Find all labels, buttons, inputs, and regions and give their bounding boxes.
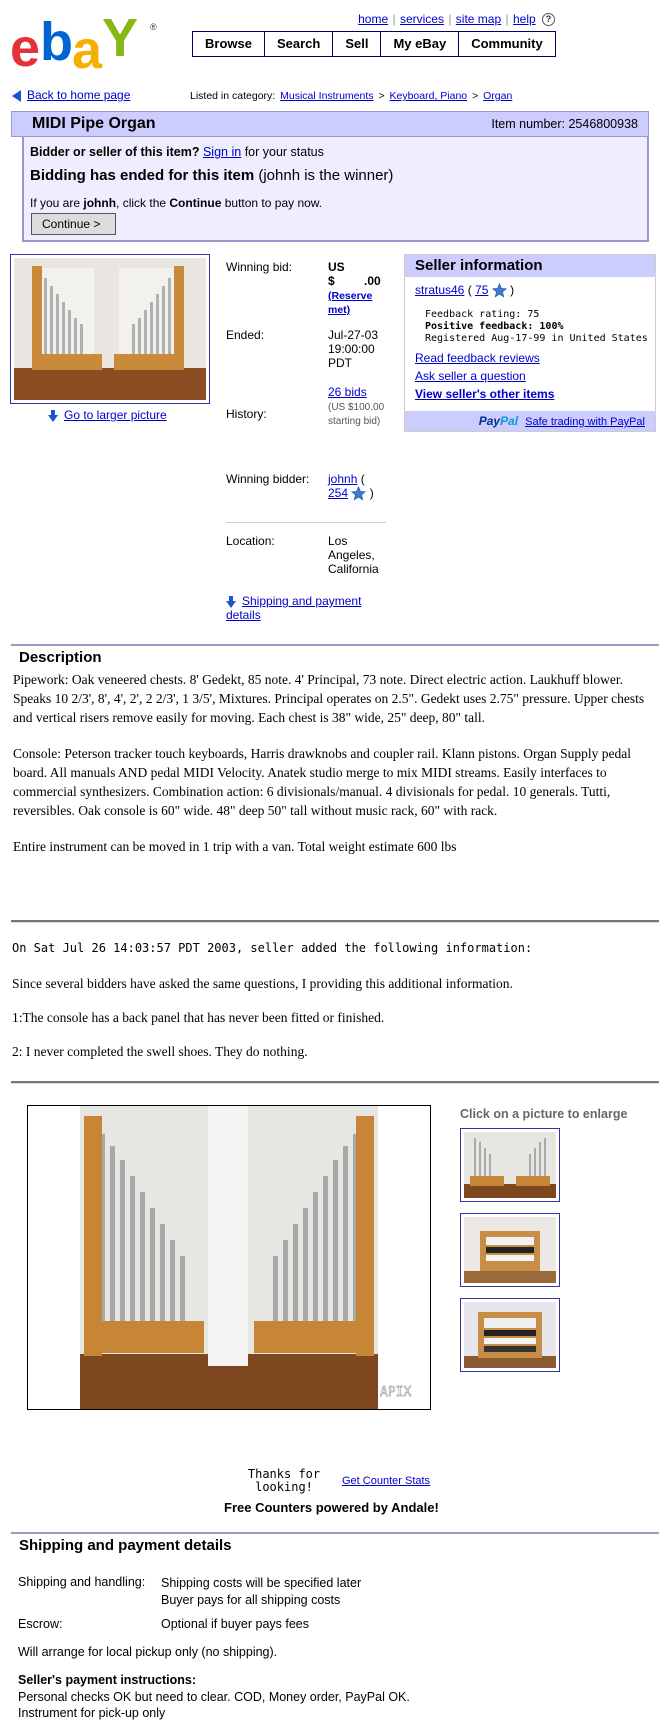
- seller-info-header: Seller information: [405, 255, 655, 277]
- thumbnail-2[interactable]: [460, 1213, 560, 1287]
- seller-info-box: [404, 254, 656, 432]
- listed-label: Listed in category:: [190, 90, 276, 102]
- shipping-value: Shipping costs will be specified later: [161, 1576, 362, 1590]
- details-divider: [226, 522, 386, 523]
- location-label: Location:: [226, 534, 275, 548]
- thumbnail-image: [464, 1132, 556, 1198]
- positive-value: 100%: [539, 321, 564, 332]
- shipping-handling-label: Shipping and handling:: [18, 1575, 146, 1589]
- winning-bidder-value: johnh ( 254 ): [328, 472, 374, 500]
- continue-button[interactable]: Continue >: [31, 213, 116, 235]
- description-header: [11, 644, 659, 668]
- svg-text:®: ®: [150, 22, 157, 32]
- organ-photo: [14, 258, 206, 400]
- svg-text:Y: Y: [102, 14, 135, 68]
- larger-picture[interactable]: [48, 408, 167, 422]
- shipping-details-link[interactable]: Shipping and payment details: [226, 594, 362, 622]
- nav-search[interactable]: Search: [265, 32, 333, 56]
- shipping-header: [11, 1532, 659, 1556]
- toplink-help[interactable]: help: [512, 12, 536, 26]
- thumbnail-1[interactable]: [460, 1128, 560, 1202]
- ebay-logo[interactable]: [10, 14, 170, 74]
- ask-seller-link[interactable]: Ask seller a question: [415, 369, 526, 383]
- breadcrumb-sep: >: [378, 90, 385, 102]
- photo-watermark: APIX: [380, 1385, 412, 1400]
- back-to-home[interactable]: [12, 88, 130, 102]
- toplink-separator: |: [448, 12, 452, 26]
- history-label: History:: [226, 407, 267, 421]
- ebay-logo-graphic: [10, 14, 170, 74]
- main-nav: [192, 31, 556, 57]
- pay-pre: If you are: [30, 196, 81, 210]
- thanks-for-looking: Thanks for looking!: [247, 1467, 321, 1494]
- description-paragraph: Pipework: Oak veneered chests. 8' Gedekt, 85 note. 4' Principal, 73 note. Direct electric action. Laukhuff blower. Speaks 10 2/3', 8', 4', 2', 2 2/3', 1 3/5', Mixtures. Principal operates on 2.5". Gedekt uses 2.75" pressure. Upper chests and vertical risers remove easily for moving. Each chest is 38" wide, 25" deep, 80" tall.: [13, 672, 645, 725]
- history-value: [328, 385, 386, 427]
- bidding-ended: [30, 167, 393, 184]
- seller-feedback-summary: [425, 309, 648, 345]
- breadcrumb-sep: >: [472, 90, 479, 102]
- winning-bid-currency: US: [328, 260, 345, 274]
- winning-bidder-link[interactable]: johnh: [328, 472, 358, 486]
- svg-text:a: a: [72, 20, 99, 74]
- winning-bid-dollar: $: [328, 274, 335, 288]
- payment-instructions: Personal checks OK but need to clear. COD, Money order, PayPal OK. Instrument for pick-up only: [18, 1690, 410, 1720]
- main-item-photo[interactable]: [10, 254, 210, 404]
- item-title: MIDI Pipe Organ: [32, 115, 156, 132]
- bidding-ended-winner: (johnh is the winner): [258, 167, 394, 184]
- signin-prompt: [30, 145, 324, 159]
- toplink-separator: |: [392, 12, 396, 26]
- added-info-header: On Sat Jul 26 14:03:57 PDT 2003, seller added the following information:: [12, 941, 533, 955]
- shipping-details-link-row[interactable]: [226, 594, 396, 622]
- category-musical-instruments[interactable]: Musical Instruments: [280, 90, 374, 102]
- location-value: Los Angeles, California: [328, 534, 379, 576]
- winning-bidder-label: Winning bidder:: [226, 472, 310, 486]
- breadcrumb: [190, 90, 514, 102]
- category-keyboard-piano[interactable]: Keyboard, Piano: [389, 90, 468, 102]
- status-box: [22, 137, 649, 242]
- paypal-bar: [405, 411, 655, 431]
- down-arrow-icon: [48, 410, 58, 422]
- winning-bid-value: [328, 260, 386, 316]
- positive-feedback: [425, 321, 648, 333]
- pay-post: button to pay now.: [224, 196, 323, 210]
- free-counters-text: Free Counters powered by Andale!: [224, 1500, 439, 1515]
- toplink-services[interactable]: services: [399, 12, 444, 26]
- winning-bid-label: Winning bid:: [226, 260, 293, 274]
- nav-community[interactable]: Community: [459, 32, 555, 56]
- divider: [11, 1081, 659, 1084]
- winning-bid-cents: .00: [364, 274, 381, 288]
- pay-mid: , click the: [116, 196, 167, 210]
- paypal-pay: Pay: [478, 414, 501, 428]
- pay-btn-word: Continue: [169, 196, 222, 210]
- bidding-ended-bold: Bidding has ended for this item: [30, 167, 255, 184]
- category-organ[interactable]: Organ: [483, 90, 513, 102]
- paypal-pal: Pal: [500, 414, 519, 428]
- registered-info: Registered Aug-17-99 in United States: [425, 333, 648, 344]
- positive-label: Positive feedback:: [425, 321, 534, 332]
- feedback-star-icon: [351, 486, 366, 501]
- thumbnail-image: [464, 1217, 556, 1283]
- seller-feedback-link[interactable]: 75: [475, 283, 489, 297]
- escrow-label: Escrow:: [18, 1617, 63, 1631]
- toplink-home[interactable]: home: [358, 12, 389, 26]
- added-paragraph: Since several bidders have asked the same questions, I providing this additional information.: [12, 976, 513, 991]
- back-link[interactable]: Back to home page: [27, 88, 131, 102]
- nav-browse[interactable]: Browse: [193, 32, 265, 56]
- thumbnail-3[interactable]: [460, 1298, 560, 1372]
- added-paragraph: 2: I never completed the swell shoes. They do nothing.: [12, 1044, 308, 1059]
- ended-value: Jul-27-03 19:00:00 PDT: [328, 328, 379, 370]
- svg-text:b: b: [40, 14, 69, 72]
- large-photo[interactable]: [27, 1105, 431, 1410]
- added-paragraph: 1:The console has a back panel that has never been fitted or finished.: [12, 1010, 385, 1025]
- local-pickup: Will arrange for local pickup only (no shipping).: [18, 1645, 278, 1659]
- starting-bid: (US $100.00 starting bid): [328, 402, 385, 427]
- toplink-separator: |: [505, 12, 509, 26]
- divider: [11, 920, 659, 923]
- payment-instructions-label: Seller's payment instructions:: [18, 1673, 197, 1687]
- nav-my-ebay[interactable]: My eBay: [381, 32, 459, 56]
- help-icon[interactable]: ?: [542, 13, 555, 26]
- click-to-enlarge-label: Click on a picture to enlarge: [460, 1107, 628, 1121]
- shipping-title: Shipping and payment details: [19, 1537, 232, 1554]
- description-paragraph: Console: Peterson tracker touch keyboards, Harris drawknobs and coupler rail. Klann pistons. Organ Supply pedal board. All manuals AND pedal MIDI Velocity. Anatek studio merge to mix MIDI streams. Easily interfaces to commercial synthesizers. Combination action: 6 divisionals/manual. 4 divisionals for pedal. 10 generals. Tutti, reversibles. Oak console is 60" wide. 48" deep 50" tall without music rack, 60" with rack.: [13, 746, 631, 818]
- feedback-star-icon: [492, 283, 507, 298]
- item-number: Item number: 2546800938: [491, 117, 638, 131]
- shipping-value: Buyer pays for all shipping costs: [161, 1593, 341, 1607]
- description-paragraph: Entire instrument can be moved in 1 trip with a van. Total weight estimate 600 lbs: [13, 839, 457, 854]
- svg-text:e: e: [10, 18, 37, 74]
- nav-sell[interactable]: Sell: [333, 32, 381, 56]
- ended-label: Ended:: [226, 328, 265, 342]
- seller-name-link[interactable]: stratus46: [415, 283, 465, 297]
- added-info-body: [12, 976, 657, 1078]
- feedback-rating: Feedback rating: 75: [425, 309, 540, 320]
- pay-user: johnh: [83, 196, 117, 210]
- winner-feedback-link[interactable]: 254: [328, 486, 349, 500]
- thumbnail-image: [464, 1302, 556, 1368]
- read-feedback-link[interactable]: Read feedback reviews: [415, 351, 540, 365]
- larger-picture-link[interactable]: Go to larger picture: [64, 408, 167, 422]
- reserve-met-link[interactable]: (Reserve met): [328, 290, 373, 316]
- seller-links: [415, 349, 554, 403]
- description-title: Description: [19, 649, 102, 666]
- escrow-value: Optional if buyer pays fees: [161, 1617, 309, 1631]
- description-body: [13, 670, 658, 873]
- toplink-site-map[interactable]: site map: [455, 12, 502, 26]
- other-items-link[interactable]: View seller's other items: [415, 387, 555, 401]
- organ-large-photo: [28, 1106, 430, 1409]
- signin-suffix: for your status: [244, 145, 324, 159]
- seller-name-row: stratus46 ( 75 ): [415, 283, 515, 297]
- top-links: [357, 12, 555, 26]
- paypal-safe-link[interactable]: Safe trading with PayPal: [525, 416, 645, 428]
- item-title-bar: [11, 111, 649, 137]
- pay-instruction: [30, 196, 322, 210]
- signin-link[interactable]: Sign in: [202, 145, 242, 159]
- back-arrow-icon: [12, 90, 21, 102]
- signin-question: Bidder or seller of this item?: [30, 145, 200, 159]
- down-arrow-icon: [226, 596, 236, 608]
- bids-link[interactable]: 26 bids: [328, 385, 367, 399]
- paypal-logo: [479, 414, 518, 428]
- counter-stats-link[interactable]: Get Counter Stats: [342, 1475, 431, 1487]
- shipping-handling-values: [161, 1575, 361, 1609]
